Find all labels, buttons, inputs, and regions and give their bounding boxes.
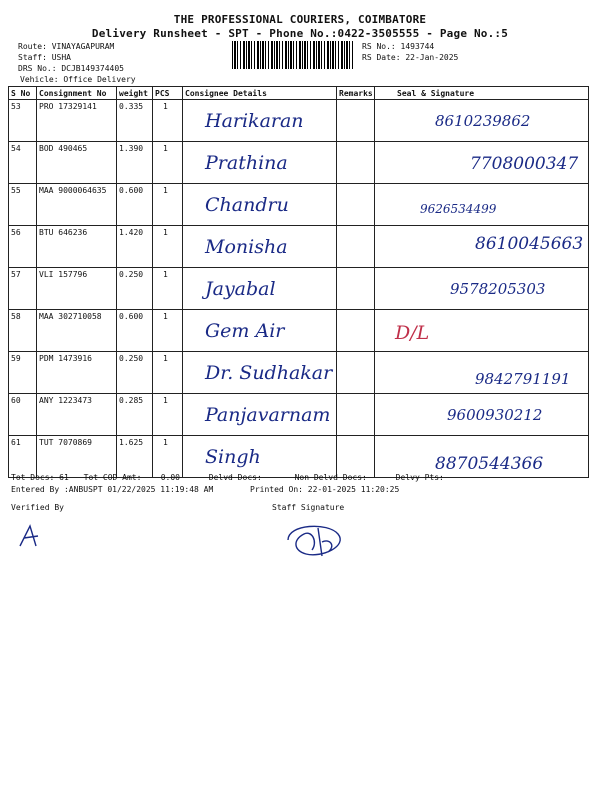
- verified-signature: [14, 520, 54, 552]
- table-row: [9, 352, 589, 394]
- consignee-cell: [183, 268, 337, 310]
- consignee-handwriting: Monisha: [205, 236, 288, 258]
- signature-handwriting: 9578205303: [450, 280, 546, 298]
- remarks-cell: [337, 100, 375, 142]
- consignment-cell: VLI 157796: [37, 268, 117, 310]
- col-pcs: PCS: [153, 87, 183, 100]
- remarks-cell: [337, 310, 375, 352]
- runsheet-title: Delivery Runsheet - SPT - Phone No.:0422-3505555 - Page No.:5: [91, 27, 509, 40]
- remarks-cell: [337, 352, 375, 394]
- signature-handwriting: D/L: [395, 322, 430, 344]
- weight-cell: 1.420: [117, 226, 153, 268]
- signature-cell: [375, 436, 589, 478]
- consignment-cell: MAA 9000064635: [37, 184, 117, 226]
- table-header: [9, 87, 589, 100]
- consignee-cell: [183, 100, 337, 142]
- staff-signature: [278, 516, 358, 562]
- table-row: [9, 226, 589, 268]
- col-sno: S No: [9, 87, 37, 100]
- consignment-cell: BTU 646236: [37, 226, 117, 268]
- sno-cell: 61: [9, 436, 37, 478]
- consignment-cell: ANY 1223473: [37, 394, 117, 436]
- remarks-cell: [337, 142, 375, 184]
- remarks-cell: [337, 268, 375, 310]
- signature-cell: [375, 100, 589, 142]
- remarks-cell: [337, 394, 375, 436]
- consignee-cell: [183, 436, 337, 478]
- sno-cell: 55: [9, 184, 37, 226]
- consignee-handwriting: Prathina: [205, 152, 288, 174]
- pcs-cell: 1: [153, 352, 183, 394]
- barcode: [232, 41, 354, 69]
- signature-cell: [375, 394, 589, 436]
- pcs-cell: 1: [153, 226, 183, 268]
- sno-cell: 54: [9, 142, 37, 184]
- col-signature: Seal & Signature: [375, 87, 589, 100]
- company-title: THE PROFESSIONAL COURIERS, COIMBATORE: [173, 13, 427, 26]
- consignee-cell: [183, 184, 337, 226]
- table-row: [9, 184, 589, 226]
- vehicle-label: Vehicle: Office Delivery: [20, 75, 136, 84]
- signature-handwriting: 9842791191: [475, 370, 571, 388]
- weight-cell: 1.625: [117, 436, 153, 478]
- pcs-cell: 1: [153, 394, 183, 436]
- weight-cell: 0.600: [117, 310, 153, 352]
- table-row: [9, 268, 589, 310]
- table-row: [9, 100, 589, 142]
- staff-signature-label: Staff Signature: [272, 503, 345, 512]
- printed-on: Printed On: 22-01-2025 11:20:25: [250, 485, 400, 494]
- sno-cell: 58: [9, 310, 37, 352]
- signature-handwriting: 7708000347: [470, 154, 579, 174]
- signature-handwriting: 9626534499: [420, 202, 497, 216]
- consignee-handwriting: Harikaran: [205, 110, 304, 132]
- signature-handwriting: 8870544366: [435, 454, 544, 474]
- non-delvd-docs: Non Delvd Docs:: [294, 473, 367, 482]
- signature-cell: [375, 268, 589, 310]
- table-row: [9, 436, 589, 478]
- pcs-cell: 1: [153, 184, 183, 226]
- consignee-handwriting: Singh: [205, 446, 261, 468]
- sno-cell: 60: [9, 394, 37, 436]
- drs-label: DRS No.: DCJB149374405: [18, 64, 124, 73]
- signature-cell: [375, 184, 589, 226]
- remarks-cell: [337, 226, 375, 268]
- meta-right: [362, 41, 458, 63]
- signature-cell: [375, 142, 589, 184]
- sno-cell: 57: [9, 268, 37, 310]
- meta-left: [18, 41, 136, 85]
- staff-label: Staff: USHA: [18, 53, 71, 62]
- consignment-cell: PRO 17329141: [37, 100, 117, 142]
- consignee-cell: [183, 310, 337, 352]
- consignee-cell: [183, 394, 337, 436]
- consignee-cell: [183, 352, 337, 394]
- delvd-docs: Delvd Docs:: [208, 473, 262, 482]
- route-label: Route: VINAYAGAPURAM: [18, 42, 115, 51]
- remarks-cell: [337, 436, 375, 478]
- col-remarks: Remarks: [337, 87, 375, 100]
- table-row: [9, 310, 589, 352]
- pcs-cell: 1: [153, 142, 183, 184]
- pcs-cell: 1: [153, 100, 183, 142]
- weight-cell: 0.250: [117, 268, 153, 310]
- pcs-cell: 1: [153, 268, 183, 310]
- table-row: [9, 142, 589, 184]
- signature-cell: [375, 226, 589, 268]
- pcs-cell: 1: [153, 436, 183, 478]
- col-weight: weight: [117, 87, 153, 100]
- entered-by: Entered By :ANBUSPT 01/22/2025 11:19:48 AM: [11, 485, 214, 494]
- sno-cell: 59: [9, 352, 37, 394]
- runsheet-table: [8, 86, 589, 478]
- consignment-cell: PDM 1473916: [37, 352, 117, 394]
- consignment-cell: TUT 7070869: [37, 436, 117, 478]
- weight-cell: 1.390: [117, 142, 153, 184]
- signature-cell: [375, 310, 589, 352]
- signature-handwriting: 8610045663: [475, 234, 584, 254]
- consignee-handwriting: Chandru: [205, 194, 289, 216]
- tot-docs: Tot Docs: 61: [11, 473, 69, 482]
- col-consignee: Consignee Details: [183, 87, 337, 100]
- sno-cell: 56: [9, 226, 37, 268]
- tot-cod: Tot COD Amt: 0.00: [83, 473, 180, 482]
- consignment-cell: BOD 490465: [37, 142, 117, 184]
- col-consignment: Consignment No: [37, 87, 117, 100]
- pcs-cell: 1: [153, 310, 183, 352]
- totals-line: [11, 473, 591, 482]
- weight-cell: 0.600: [117, 184, 153, 226]
- consignee-cell: [183, 142, 337, 184]
- consignee-handwriting: Gem Air: [205, 320, 285, 342]
- rs-number: RS No.: 1493744: [362, 42, 435, 51]
- consignee-handwriting: Jayabal: [205, 278, 276, 300]
- consignee-cell: [183, 226, 337, 268]
- delvy-pts: Delvy Pts:: [395, 473, 444, 482]
- signature-cell: [375, 352, 589, 394]
- consignee-handwriting: Panjavarnam: [205, 404, 331, 426]
- signature-handwriting: 8610239862: [435, 112, 531, 130]
- remarks-cell: [337, 184, 375, 226]
- weight-cell: 0.335: [117, 100, 153, 142]
- table-row: [9, 394, 589, 436]
- signature-handwriting: 9600930212: [447, 406, 543, 424]
- consignment-cell: MAA 302710058: [37, 310, 117, 352]
- weight-cell: 0.285: [117, 394, 153, 436]
- consignee-handwriting: Dr. Sudhakar: [205, 362, 333, 384]
- sno-cell: 53: [9, 100, 37, 142]
- rs-date: RS Date: 22-Jan-2025: [362, 53, 459, 62]
- verified-by-label: Verified By: [11, 503, 64, 512]
- weight-cell: 0.250: [117, 352, 153, 394]
